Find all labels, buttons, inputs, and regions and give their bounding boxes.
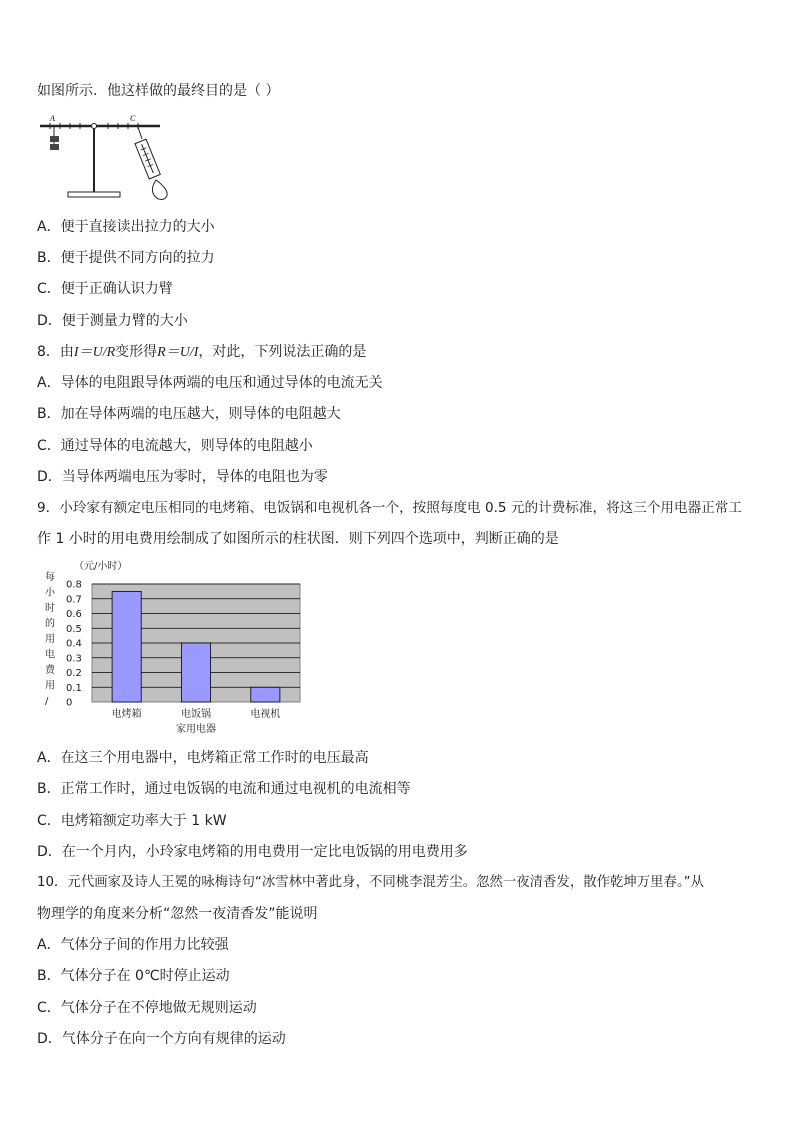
q10-option-b: B．气体分子在 0℃时停止运动 bbox=[37, 968, 230, 984]
q7-stem: 如图所示．他这样做的最终目的是（ ） bbox=[37, 83, 280, 99]
y-tick-label: 0.7 bbox=[66, 594, 82, 606]
y-axis-label-char: 费 bbox=[45, 665, 55, 676]
q10-option-c: C．气体分子在不停地做无规则运动 bbox=[37, 1000, 257, 1016]
x-axis-label: 家用电器 bbox=[176, 724, 216, 735]
y-axis-label-char: 用 bbox=[45, 634, 55, 645]
q8-stem-suffix: ，对此，下列说法正确的是 bbox=[198, 344, 367, 360]
q10-option-d: D．气体分子在向一个方向有规律的运动 bbox=[37, 1031, 286, 1047]
lever-experiment-figure bbox=[38, 114, 180, 202]
y-axis-label-char: 的 bbox=[45, 618, 55, 630]
q7-option-c: C．便于正确认识力臂 bbox=[37, 281, 173, 297]
q8-option-b: B．加在导体两端的电压越大，则导体的电阻越大 bbox=[37, 406, 341, 422]
q9-option-a: A．在这三个用电器中，电烤箱正常工作时的电压最高 bbox=[37, 750, 369, 766]
y-tick-labels bbox=[66, 580, 82, 709]
y-tick-label: 0.6 bbox=[66, 609, 82, 620]
q10-stem-line-1: 10．元代画家及诗人王冕的咏梅诗句“冰雪林中著此身，不同桃李混芳尘。忽然一夜清香发，散作乾坤万里春。”从 bbox=[37, 875, 704, 890]
y-axis-label-char: 电 bbox=[45, 649, 55, 661]
q8-formula-2: R＝U/I bbox=[157, 345, 199, 360]
y-tick-label: 0.2 bbox=[66, 668, 82, 679]
q9-option-d: D．在一个月内，小玲家电烤箱的用电费用一定比电饭锅的用电费用多 bbox=[37, 844, 468, 860]
q7-option-a: A．便于直接读出拉力的大小 bbox=[37, 219, 215, 235]
q9-stem-line-2: 作 1 小时的用电费用绘制成了如图所示的柱状图．则下列四个选项中，判断正确的是 bbox=[37, 531, 559, 547]
q10-option-a: A．气体分子间的作用力比较强 bbox=[37, 937, 229, 953]
y-axis-label-char: 用 bbox=[45, 680, 55, 692]
y-tick-label: 0.1 bbox=[66, 682, 82, 694]
y-tick-label: 0.8 bbox=[66, 579, 82, 591]
y-axis-label-char: 每 bbox=[45, 572, 55, 583]
y-axis-label-char: 小 bbox=[45, 587, 55, 599]
q8-option-d: D．当导体两端电压为零时，导体的电阻也为零 bbox=[37, 469, 328, 485]
q7-option-b: B．便于提供不同方向的拉力 bbox=[37, 250, 215, 266]
q8-stem-prefix: 8．由 bbox=[37, 344, 74, 360]
x-tick-labels bbox=[112, 707, 281, 720]
q9-option-c: C．电烤箱额定功率大于 1 kW bbox=[37, 813, 227, 829]
q8-stem-mid: 变形得 bbox=[115, 344, 158, 360]
electricity-cost-bar-chart bbox=[38, 560, 308, 740]
q9-stem-line-1: 9．小玲家有额定电压相同的电烤箱、电饭锅和电视机各一个，按照每度电 0.5 元的计费标准，将这三个用电器正常工 bbox=[37, 500, 742, 516]
y-tick-label: 0.5 bbox=[66, 623, 82, 635]
point-c-label: C bbox=[130, 114, 136, 123]
bar bbox=[112, 591, 141, 702]
q8-formula-1: I＝U/R bbox=[73, 345, 116, 360]
y-tick-label: 0.4 bbox=[66, 638, 82, 650]
chart-unit-label: （元/小时） bbox=[74, 561, 128, 572]
bar bbox=[181, 643, 210, 702]
y-tick-label: 0 bbox=[66, 697, 73, 709]
q8-option-a: A．导体的电阻跟导体两端的电压和通过导体的电流无关 bbox=[37, 375, 383, 391]
q9-option-b: B．正常工作时，通过电饭锅的电流和通过电视机的电流相等 bbox=[37, 781, 411, 797]
y-tick-label: 0.3 bbox=[66, 653, 82, 665]
bar bbox=[251, 687, 280, 702]
y-axis-label bbox=[45, 570, 56, 707]
x-tick-label: 电烤箱 bbox=[111, 709, 142, 720]
q7-option-d: D．便于测量力臂的大小 bbox=[37, 313, 188, 329]
point-a-label: A bbox=[50, 114, 55, 123]
q8-option-c: C．通过导体的电流越大，则导体的电阻越小 bbox=[37, 438, 313, 454]
y-axis-label-char: 时 bbox=[45, 603, 55, 614]
q10-stem-line-2: 物理学的角度来分析“忽然一夜清香发”能说明 bbox=[37, 906, 318, 922]
x-tick-label: 电视机 bbox=[250, 709, 281, 720]
x-tick-label: 电饭锅 bbox=[181, 709, 211, 720]
q8-stem bbox=[37, 343, 366, 362]
y-axis-label-char: / bbox=[45, 696, 49, 707]
